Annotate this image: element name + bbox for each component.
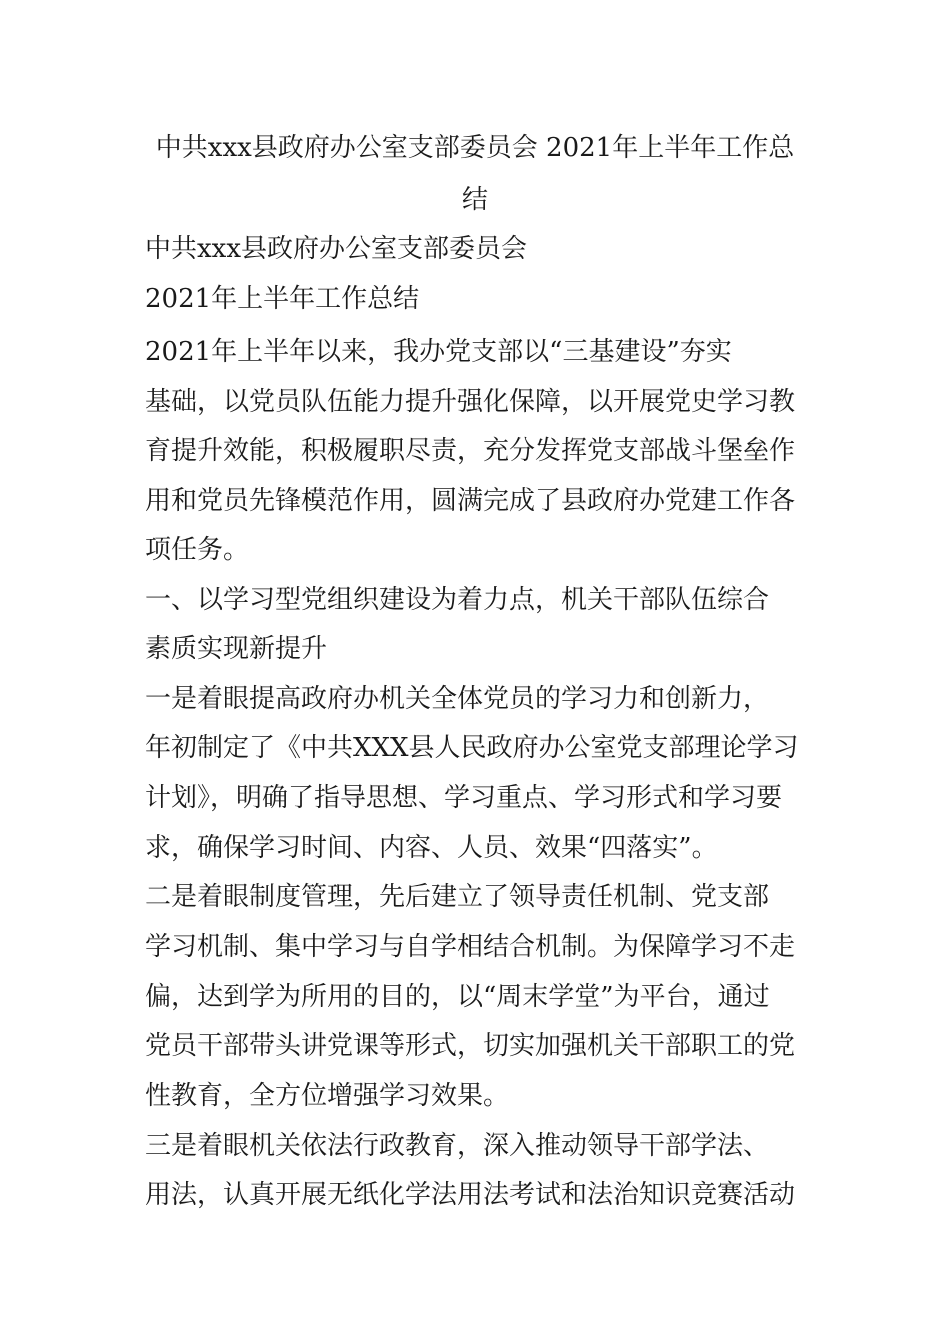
body-line: 求，确保学习时间、内容、人员、效果“四落实”。 [145,833,718,863]
body-line: 中共xxx县政府办公室支部委员会 [145,234,527,264]
section-heading-line: 素质实现新提升 [145,634,328,664]
body-line: 计划》，明确了指导思想、学习重点、学习形式和学习要 [145,783,783,813]
document-title-line-1: 中共xxx县政府办公室支部委员会 2021年上半年工作总 [155,133,795,163]
body-line: 2021年上半年工作总结 [145,284,420,314]
body-line: 用法，认真开展无纸化学法用法考试和法治知识竞赛活动 [145,1180,796,1210]
body-line: 年初制定了《中共XXX县人民政府办公室党支部理论学习 [145,733,799,763]
body-line: 二是着眼制度管理，先后建立了领导责任机制、党支部 [145,882,770,912]
body-line: 2021年上半年以来，我办党支部以“三基建设”夯实 [145,337,732,367]
body-line: 三是着眼机关依法行政教育，深入推动领导干部学法、 [145,1131,770,1161]
body-line: 学习机制、集中学习与自学相结合机制。为保障学习不走 [145,932,796,962]
body-line: 育提升效能，积极履职尽责，充分发挥党支部战斗堡垒作 [145,436,796,466]
body-line: 用和党员先锋模范作用，圆满完成了县政府办党建工作各 [145,486,796,516]
body-line: 偏，达到学为所用的目的，以“周末学堂”为平台，通过 [145,982,770,1012]
body-line: 项任务。 [145,535,250,565]
body-line: 性教育，全方位增强学习效果。 [145,1081,510,1111]
body-line: 一是着眼提高政府办机关全体党员的学习力和创新力， [145,684,770,714]
body-line: 基础，以党员队伍能力提升强化保障，以开展党史学习教 [145,387,796,417]
document-title-line-2: 结 [461,185,488,215]
body-line: 党员干部带头讲党课等形式，切实加强机关干部职工的党 [145,1031,796,1061]
section-heading-line: 一、以学习型党组织建设为着力点，机关干部队伍综合 [145,585,770,615]
